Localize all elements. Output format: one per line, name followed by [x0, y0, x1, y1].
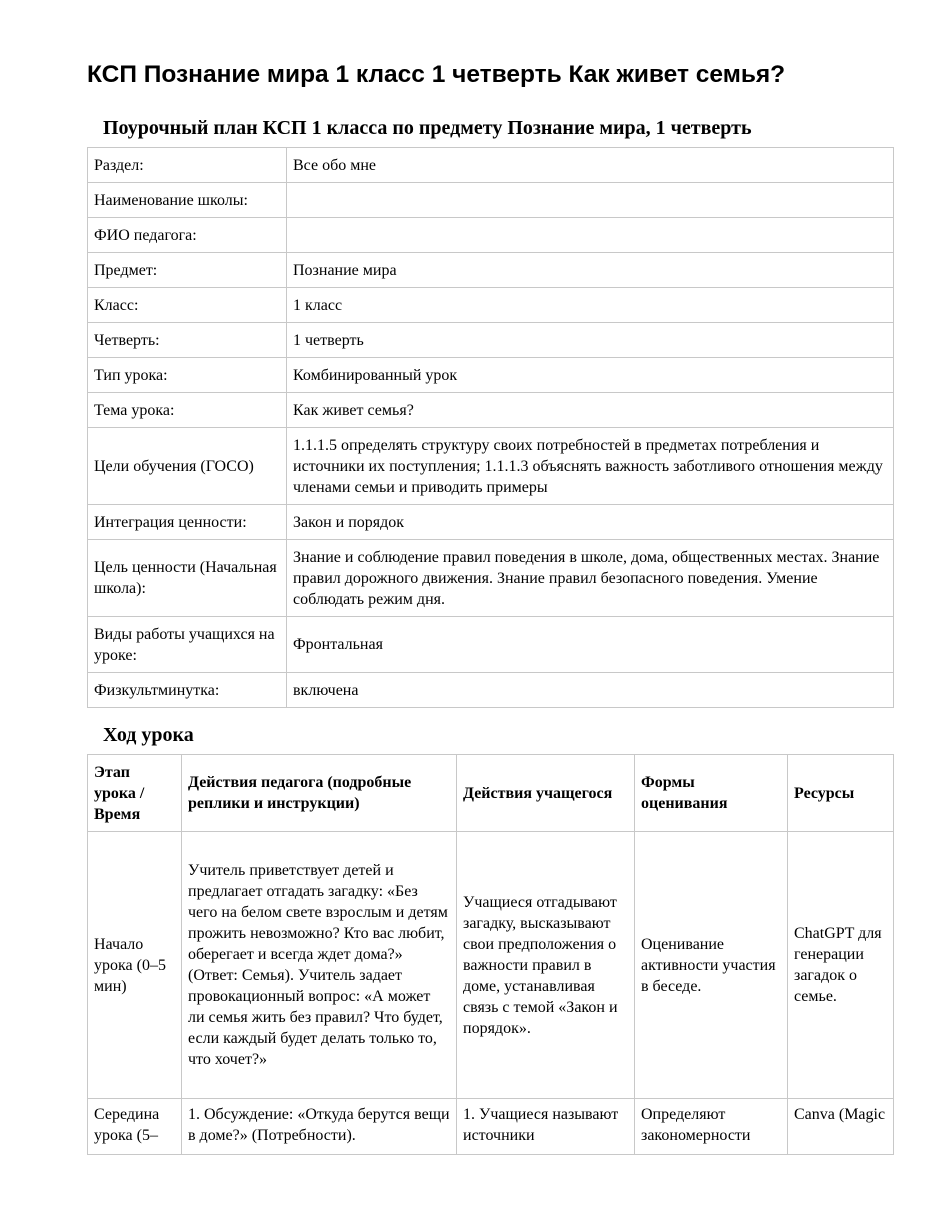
info-value: Как живет семья? [287, 393, 894, 428]
info-row-teacher [88, 218, 894, 253]
resources-cell: Canva (Magic [788, 1099, 894, 1155]
info-value: Познание мира [287, 253, 894, 288]
header-assessment: Формы оценивания [635, 755, 788, 832]
lesson-heading: Ход урока [103, 724, 194, 746]
info-label: Цель ценности (Начальная школа): [88, 540, 287, 617]
table-row [88, 832, 894, 1099]
student-actions-cell: 1. Учащиеся называют источники [457, 1099, 635, 1155]
lesson-flow-table [87, 754, 894, 1155]
info-label: Цели обучения (ГОСО) [88, 428, 287, 505]
info-value: 1 четверть [287, 323, 894, 358]
info-label: ФИО педагога: [88, 218, 287, 253]
info-row-lesson-type [88, 358, 894, 393]
info-row-value-goal [88, 540, 894, 617]
info-row-goals [88, 428, 894, 505]
student-actions-cell: Учащиеся отгадывают загадку, высказывают свои предположения о важности правил в доме, устанавливая связь с темой «Закон и порядок». [457, 832, 635, 1099]
info-label: Четверть: [88, 323, 287, 358]
header-teacher-actions: Действия педагога (подробные реплики и инструкции) [182, 755, 457, 832]
info-label: Класс: [88, 288, 287, 323]
page-title: КСП Познание мира 1 класс 1 четверть Как живет семья? [87, 61, 786, 88]
info-value: Комбинированный урок [287, 358, 894, 393]
info-value [287, 183, 894, 218]
info-label: Интеграция ценности: [88, 505, 287, 540]
info-value: Фронтальная [287, 617, 894, 673]
assessment-cell: Определяют закономерности [635, 1099, 788, 1155]
teacher-actions-cell: 1. Обсуждение: «Откуда берутся вещи в доме?» (Потребности). [182, 1099, 457, 1155]
info-row-topic [88, 393, 894, 428]
info-row-work-types [88, 617, 894, 673]
info-row-section [88, 148, 894, 183]
info-value: включена [287, 673, 894, 708]
header-student-actions: Действия учащегося [457, 755, 635, 832]
info-row-class [88, 288, 894, 323]
info-label: Виды работы учащихся на уроке: [88, 617, 287, 673]
info-row-subject [88, 253, 894, 288]
info-row-value-integration [88, 505, 894, 540]
info-value: 1.1.1.5 определять структуру своих потребностей в предметах потребления и источники их поступления; 1.1.1.3 объяснять важность заботливого отношения между членами семьи и приводить примеры [287, 428, 894, 505]
info-value: 1 класс [287, 288, 894, 323]
info-label: Тема урока: [88, 393, 287, 428]
info-row-quarter [88, 323, 894, 358]
header-stage: Этап урока / Время [88, 755, 182, 832]
lesson-info-table [87, 147, 894, 708]
info-row-exercise-break [88, 673, 894, 708]
header-resources: Ресурсы [788, 755, 894, 832]
info-label: Тип урока: [88, 358, 287, 393]
stage-cell: Середина урока (5– [88, 1099, 182, 1155]
resources-cell: ChatGPT для генерации загадок о семье. [788, 832, 894, 1099]
info-value [287, 218, 894, 253]
info-label: Предмет: [88, 253, 287, 288]
teacher-actions-cell: Учитель приветствует детей и предлагает отгадать загадку: «Без чего на белом свете взрослым и детям прожить невозможно? Кто вас любит, оберегает и всегда ждет дома?» (Ответ: Семья). Учитель задает провокационный вопрос: «А может ли семья жить без правил? Что будет, если каждый будет делать только то, что хочет?» [182, 832, 457, 1099]
info-value: Знание и соблюдение правил поведения в школе, дома, общественных местах. Знание правил дорожного движения. Знание правил безопасного поведения. Умение соблюдать режим дня. [287, 540, 894, 617]
plan-heading: Поурочный план КСП 1 класса по предмету Познание мира, 1 четверть [103, 117, 752, 139]
info-label: Раздел: [88, 148, 287, 183]
lesson-header-row [88, 755, 894, 832]
info-label: Наименование школы: [88, 183, 287, 218]
assessment-cell: Оценивание активности участия в беседе. [635, 832, 788, 1099]
info-value: Все обо мне [287, 148, 894, 183]
info-row-school [88, 183, 894, 218]
stage-cell: Начало урока (0–5 мин) [88, 832, 182, 1099]
info-label: Физкультминутка: [88, 673, 287, 708]
info-value: Закон и порядок [287, 505, 894, 540]
table-row [88, 1099, 894, 1155]
